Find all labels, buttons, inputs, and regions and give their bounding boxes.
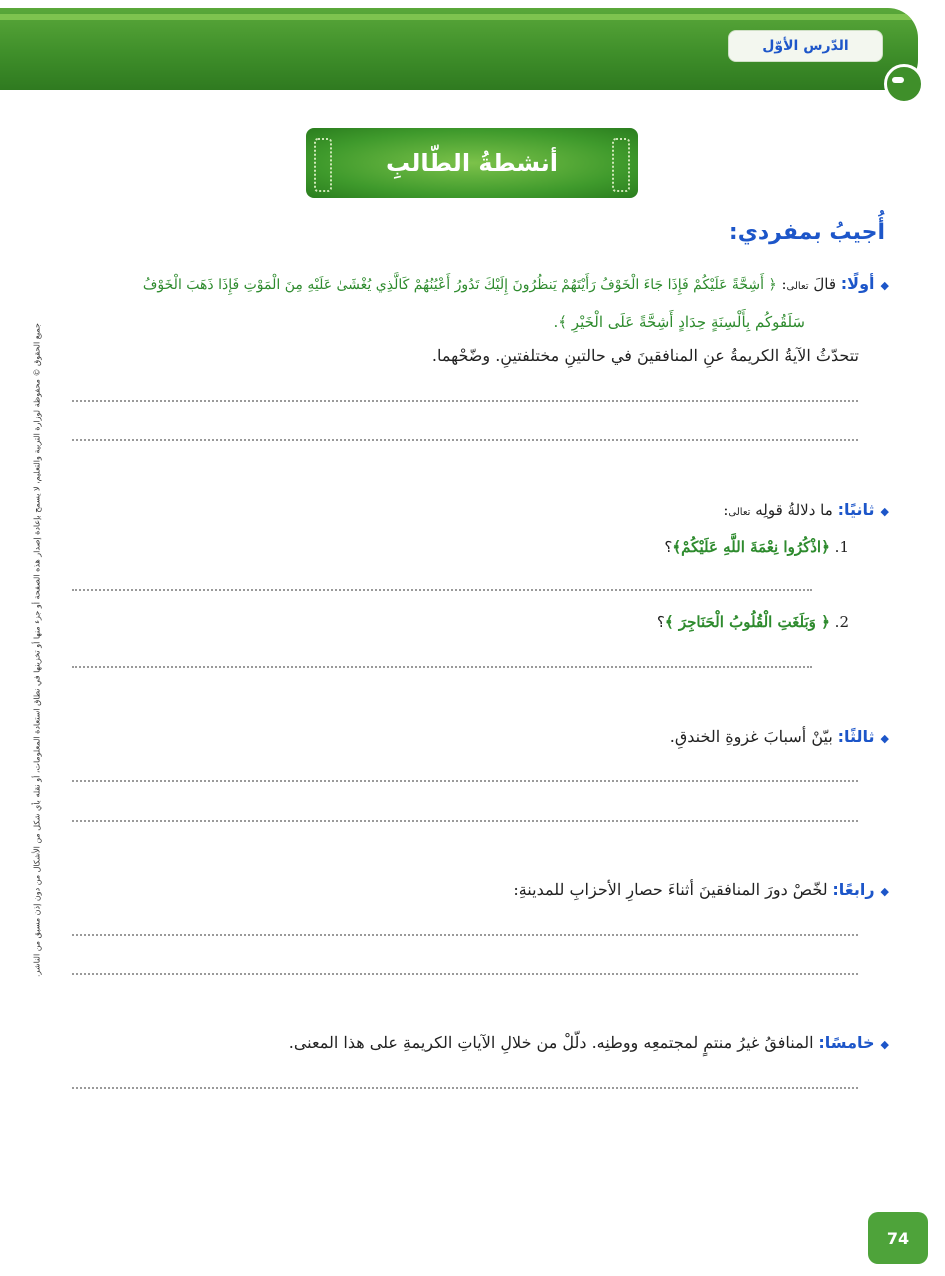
banner-stripe <box>0 14 918 20</box>
bullet-icon: ◆ <box>880 732 889 745</box>
taala-text: تعالى <box>786 281 809 292</box>
question-prompt: لخّصْ دورَ المنافقينَ أثناءَ حصارِ الأحزابِ للمدينةِ: <box>513 880 828 899</box>
answer-line[interactable] <box>72 589 812 591</box>
item-number: 1. <box>834 538 849 556</box>
verse-text: ﴿اذْكُرُوا نِعْمَةَ اللَّهِ عَلَيْكُمْ﴾ <box>672 538 830 556</box>
banner-tab-icon <box>884 64 924 104</box>
answer-line[interactable] <box>72 439 858 441</box>
answer-line[interactable] <box>72 1087 858 1089</box>
question-label: ثانيًا: <box>837 500 875 519</box>
question-prompt: المنافقُ غيرُ منتمٍ لمجتمعِه ووطنِه. دلّلْ من خلالِ الآياتِ الكريمةِ على هذا المعنى. <box>288 1033 814 1052</box>
verse-text: ﴿ أَشِحَّةً عَلَيْكُمْ فَإِذَا جَاءَ الْخَوْفُ رَأَيْتَهُمْ يَنظُرُونَ إِلَيْكَ تَدُورُ أَعْيُنُهُمْ كَالَّذِي يُغْشَىٰ عَلَيْهِ مِنَ الْمَوْتِ فَإِذَا ذَهَبَ الْخَوْفُ <box>142 277 777 293</box>
section-title-box <box>306 128 638 198</box>
question-3 <box>670 723 889 753</box>
bullet-icon: ◆ <box>880 1038 889 1051</box>
answer-line[interactable] <box>72 934 858 936</box>
verse-text-cont: سَلَقُوكُم بِأَلْسِنَةٍ حِدَادٍ أَشِحَّةً عَلَى الْخَيْرِ ﴾. <box>553 313 805 331</box>
answer-line[interactable] <box>72 780 858 782</box>
bullet-icon: ◆ <box>880 505 889 518</box>
taala-text: تعالى <box>728 507 751 518</box>
question-mark: ؟ <box>664 538 673 556</box>
page-number: 74 <box>868 1212 928 1264</box>
question-prompt: بيّنْ أسبابَ غزوةِ الخندقِ. <box>669 727 833 746</box>
copyright-side-note: جميع الحقوق © محفوظة لوزارة التربية والتعليم، لا يسمح بإعادة إصدار هذه الصفحة أو جزء منها أو تخزينها في نطاق استعادة المعلومات، أو نقله بأي شكل من الأشكال من دون إذن مسبق من الناشر. <box>32 323 42 977</box>
bullet-icon: ◆ <box>880 279 889 292</box>
verse-text: ﴿ وَبَلَغَتِ الْقُلُوبُ الْحَنَاجِرَ ﴾ <box>664 613 830 631</box>
lesson-label: الدّرس الأوّل <box>728 30 883 62</box>
question-1: ◆أولًا: قالَ تعالى: ﴿ أَشِحَّةً عَلَيْكُمْ فَإِذَا جَاءَ الْخَوْفُ رَأَيْتَهُمْ يَنظُرُونَ إِلَيْكَ تَدُورُ أَعْيُنُهُمْ كَالَّذِي يُغْشَىٰ عَلَيْهِ مِنَ الْمَوْتِ فَإِذَا ذَهَبَ الْخَوْفُ <box>142 274 889 293</box>
answer-line[interactable] <box>72 820 858 822</box>
item-number: 2. <box>834 613 849 631</box>
question-2: ◆ثانيًا: ما دلالةُ قولِه تعالى: <box>723 500 889 519</box>
bullet-icon: ◆ <box>880 885 889 898</box>
instruction-heading: أُجيبُ بمفردي: <box>728 220 885 245</box>
question-intro: ما دلالةُ قولِه <box>755 501 833 519</box>
question-label: ثالثًا: <box>837 727 875 746</box>
question-4 <box>513 876 889 906</box>
question-label: رابعًا: <box>832 880 875 899</box>
answer-line[interactable] <box>72 666 812 668</box>
section-title: أنشطةُ الطّالبِ <box>386 149 558 177</box>
question-label: أولًا: <box>840 274 875 293</box>
question-5 <box>289 1029 889 1059</box>
question-1-prompt: تتحدّثُ الآيةُ الكريمةُ عنِ المنافقينَ في حالتينِ مختلفتينِ. وضّحْهما. <box>431 346 859 365</box>
ornament-right-icon <box>612 138 630 192</box>
question-mark: ؟ <box>656 613 665 631</box>
question-2-item-2 <box>657 608 849 636</box>
question-intro: قالَ <box>813 275 836 293</box>
answer-line[interactable] <box>72 400 858 402</box>
question-label: خامسًا: <box>818 1033 875 1052</box>
question-2-item-1 <box>664 533 849 561</box>
question-1-verse-cont <box>553 308 805 336</box>
answer-line[interactable] <box>72 973 858 975</box>
ornament-left-icon <box>314 138 332 192</box>
